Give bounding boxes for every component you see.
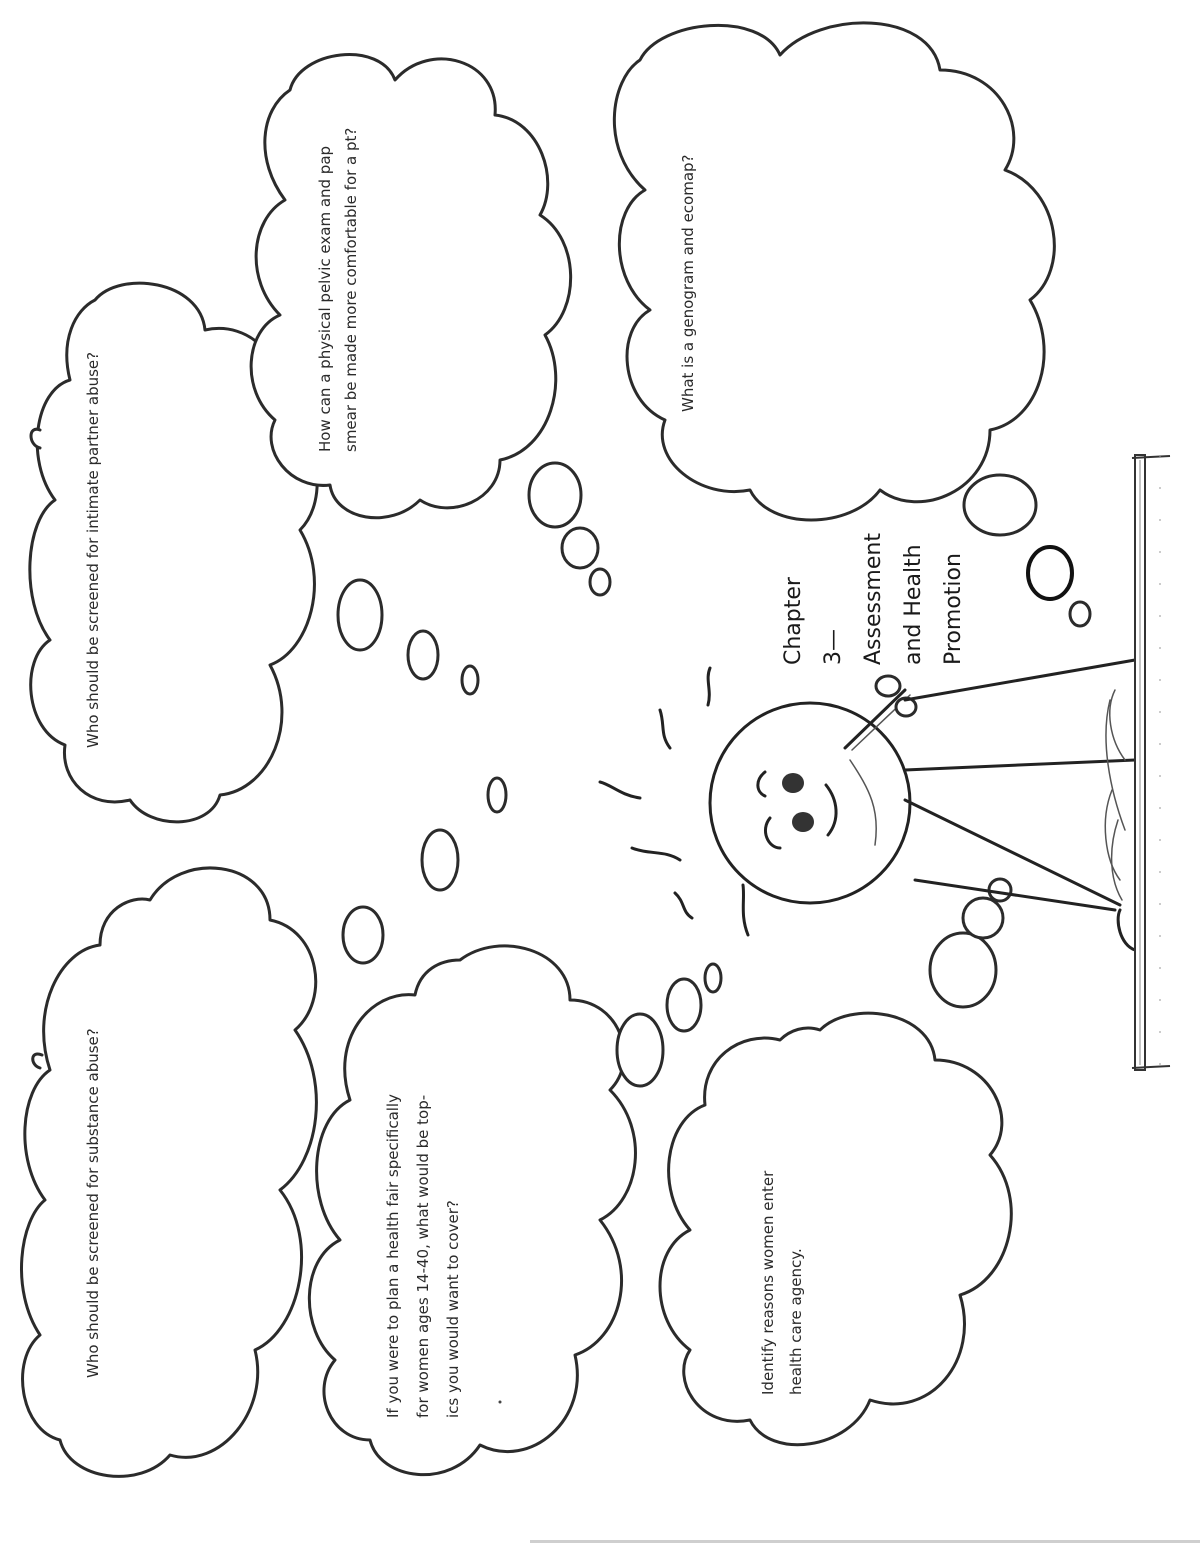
bubble-medium bbox=[408, 631, 438, 679]
bubble-medium bbox=[1028, 547, 1072, 599]
bubble-small bbox=[488, 778, 506, 812]
figure-body-line bbox=[905, 660, 1135, 700]
fever-squiggle bbox=[600, 782, 640, 798]
bubble-large bbox=[343, 907, 383, 963]
fever-squiggle bbox=[632, 848, 680, 860]
bubble-small bbox=[590, 569, 610, 595]
bubble-small bbox=[705, 964, 721, 992]
bubble-small bbox=[1070, 602, 1090, 626]
figure-eyebrow bbox=[765, 818, 780, 848]
bubble-large bbox=[617, 1014, 663, 1086]
bubble-large bbox=[930, 933, 996, 1007]
figure-body-line bbox=[905, 800, 1120, 905]
thermometer-bulb bbox=[876, 676, 900, 696]
bubble-large bbox=[964, 475, 1036, 535]
chapter-title: Chapter 3— bbox=[781, 577, 846, 665]
fever-squiggle bbox=[743, 885, 748, 935]
bubble-medium bbox=[562, 528, 598, 568]
figure-cheek-line bbox=[850, 760, 876, 845]
fever-squiggle bbox=[708, 668, 710, 705]
chapter-title-continued: and Health bbox=[901, 544, 926, 665]
stray-mark bbox=[499, 1401, 502, 1404]
question-intimate-partner-abuse: Who should be screened for intimate partner abuse? bbox=[84, 351, 102, 748]
bubble-large bbox=[338, 580, 382, 650]
fever-squiggle bbox=[660, 710, 670, 748]
cloud-substance-abuse bbox=[21, 868, 316, 1476]
figure-foot bbox=[1118, 910, 1135, 950]
stick-figure bbox=[600, 660, 1135, 950]
question-health-fair: If you were to plan a health fair specifically for women ages 14-40, what would be top- ics you would want to cover? bbox=[384, 1094, 462, 1418]
fever-squiggle bbox=[675, 893, 692, 918]
chapter-title-continued: Assessment bbox=[861, 533, 886, 665]
figure-head bbox=[710, 703, 910, 903]
page-edge-shadow bbox=[530, 1540, 1200, 1543]
thermometer bbox=[845, 690, 905, 748]
figure-smile bbox=[826, 785, 836, 835]
figure-eye-right bbox=[792, 812, 814, 832]
figure-eyebrow bbox=[758, 772, 765, 796]
bubble-medium bbox=[422, 830, 458, 890]
bubble-medium bbox=[667, 979, 701, 1031]
bubble-medium bbox=[963, 898, 1003, 938]
bed-frame bbox=[1132, 455, 1170, 1070]
bubble-large bbox=[529, 463, 581, 527]
cloud-pelvic-exam bbox=[251, 55, 571, 518]
chapter-title-continued: Promotion bbox=[941, 553, 966, 665]
bubble-small bbox=[462, 666, 478, 694]
cloud-health-fair bbox=[309, 946, 635, 1475]
bubble-small bbox=[989, 879, 1011, 901]
question-pelvic-exam: How can a physical pelvic exam and pap smear be made more comfortable for a pt? bbox=[316, 127, 360, 452]
cloud-health-care-agency bbox=[660, 1013, 1011, 1445]
question-health-care-agency: Identify reasons women enter health care agency. bbox=[759, 1170, 805, 1395]
figure-body-line bbox=[905, 760, 1135, 770]
figure-eye-left bbox=[782, 773, 804, 793]
question-genogram: What is a genogram and ecomap? bbox=[679, 154, 697, 412]
question-substance-abuse: Who should be screened for substance abuse? bbox=[84, 1028, 102, 1378]
figure-body-line bbox=[915, 880, 1115, 910]
